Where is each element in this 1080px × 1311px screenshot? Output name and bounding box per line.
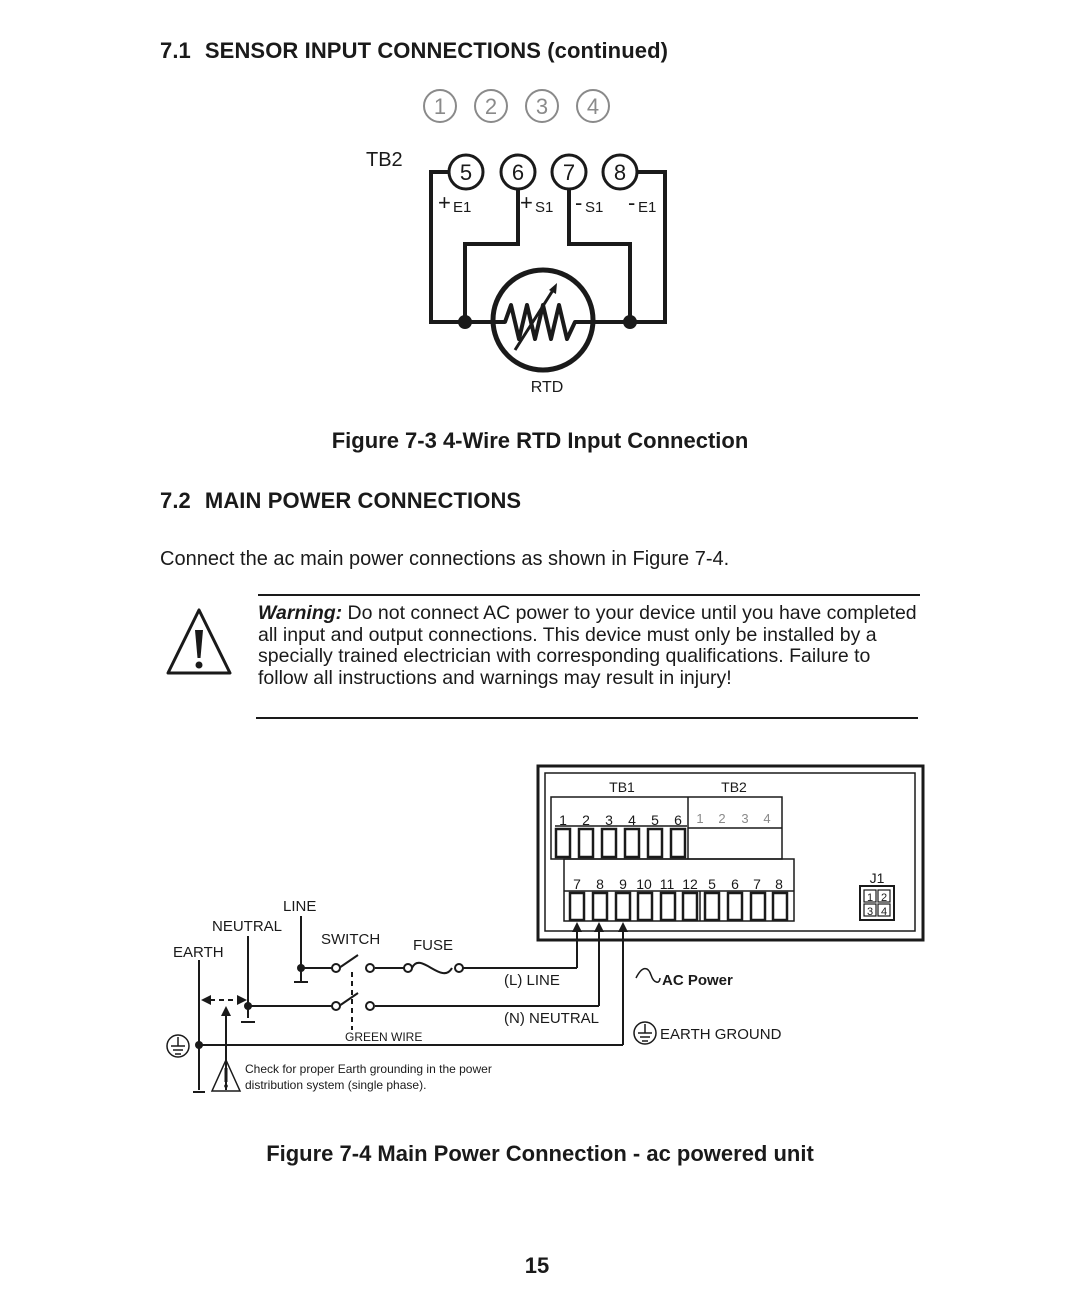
j1-pin-3: 3: [866, 906, 874, 918]
warning-top-rule: [258, 594, 920, 596]
tb2-label: TB2: [721, 779, 747, 795]
neutral-label: NEUTRAL: [212, 918, 283, 935]
tb1-bottom-9: 9: [619, 876, 627, 892]
section-number: 7.2: [160, 488, 191, 513]
tb2-top-3: 3: [741, 811, 749, 826]
junction-dot-left: [458, 315, 472, 329]
tb2-top-1: 1: [696, 811, 704, 826]
line-label: LINE: [283, 898, 317, 915]
tb1-bottom-8: 8: [596, 876, 604, 892]
tb2-bottom-5: 5: [708, 876, 716, 892]
terminal-8: 8: [613, 160, 627, 185]
j1-label: J1: [869, 870, 885, 886]
tb1-top-4: 4: [628, 812, 636, 828]
j1-pin-1: 1: [866, 892, 874, 904]
unused-terminal-3: 3: [535, 94, 549, 119]
e1-minus-sign: -: [628, 190, 636, 215]
figure-7-3-caption: Figure 7-3 4-Wire RTD Input Connection: [331, 428, 749, 453]
earth-ground-icon: [167, 1035, 189, 1057]
terminal-circles: [449, 155, 637, 189]
s1-plus-label: S1: [535, 199, 554, 216]
earth-ground-label: EARTH GROUND: [660, 1026, 782, 1043]
unused-terminal-4: 4: [586, 94, 600, 119]
e1-plus-label: E1: [453, 199, 472, 216]
top-terminal-block: [551, 797, 782, 859]
unused-terminal-2: 2: [484, 94, 498, 119]
figure-7-4-caption: Figure 7-4 Main Power Connection - ac powered unit: [266, 1141, 814, 1166]
tb2-bottom-8: 8: [775, 876, 783, 892]
tb1-top-2: 2: [582, 812, 590, 828]
unused-terminals: [424, 90, 609, 122]
terminal-6: 6: [511, 160, 525, 185]
section-heading-7-2: [160, 488, 521, 514]
j1-pin-2: 2: [880, 892, 888, 904]
e1-plus-sign: +: [438, 190, 451, 215]
unused-terminal-1: 1: [433, 94, 447, 119]
warning-body: Do not connect AC power to your device until you have completed all input and output connections. This device must only be installed by a specially trained electrician with corresponding qualifications. Failure to follow all instructions and warnings may result in injury!: [258, 602, 917, 689]
warning-bottom-rule: [256, 717, 918, 719]
tb2-bottom-7: 7: [753, 876, 761, 892]
green-wire-label: GREEN WIRE: [345, 1030, 423, 1044]
ac-power-label: AC Power: [662, 972, 733, 989]
warning-label: Warning:: [258, 602, 343, 624]
j1-pin-4: 4: [880, 906, 888, 918]
s1-minus-label: S1: [585, 199, 604, 216]
warning-text: [258, 603, 923, 689]
tb1-top-3: 3: [605, 812, 613, 828]
s1-plus-sign: +: [520, 190, 533, 215]
grounding-note-line1: Check for proper Earth grounding in the power: [245, 1062, 492, 1076]
earth-label: EARTH: [173, 944, 224, 961]
tb1-bottom-10: 10: [636, 876, 652, 892]
tb2-bottom-6: 6: [731, 876, 739, 892]
tb1-top-6: 6: [674, 812, 682, 828]
grounding-note-line2: distribution system (single phase).: [245, 1078, 427, 1092]
page-number: 15: [524, 1253, 550, 1278]
section-heading-7-1: [160, 38, 668, 64]
e1-minus-label: E1: [638, 199, 657, 216]
n-neutral-label: (N) NEUTRAL: [504, 1010, 600, 1027]
j1-connector: [860, 886, 894, 920]
tb1-bottom-12: 12: [682, 876, 698, 892]
main-power-diagram: [0, 760, 1080, 1100]
l-line-label: (L) LINE: [504, 972, 560, 989]
fuse-label: FUSE: [413, 937, 454, 954]
tb2-label: TB2: [366, 149, 403, 171]
warning-triangle-icon: [164, 606, 234, 676]
tb2-top-4: 4: [763, 811, 771, 826]
s1-minus-sign: -: [575, 190, 583, 215]
switch-label: SWITCH: [321, 931, 381, 948]
switch-linkage: [210, 972, 352, 1030]
earth-ground-legend-icon: [634, 1022, 656, 1044]
ac-sine-icon: [636, 969, 660, 983]
rtd-sensor-icon: [493, 270, 593, 370]
terminal-5: 5: [459, 160, 473, 185]
tb1-top-5: 5: [651, 812, 659, 828]
section-title: SENSOR INPUT CONNECTIONS (continued): [204, 38, 669, 63]
section-title: MAIN POWER CONNECTIONS: [204, 488, 522, 513]
junction-dot-right: [623, 315, 637, 329]
tb1-bottom-11: 11: [659, 876, 675, 892]
tb1-bottom-7: 7: [573, 876, 581, 892]
rtd-connection-diagram: [0, 80, 1080, 410]
rtd-label: RTD: [530, 379, 564, 396]
terminal-7: 7: [562, 160, 576, 185]
intro-paragraph: Connect the ac main power connections as shown in Figure 7-4.: [160, 548, 730, 570]
tb2-top-2: 2: [718, 811, 726, 826]
section-number: 7.1: [160, 38, 191, 63]
tb1-label: TB1: [609, 779, 635, 795]
tb1-top-1: 1: [559, 812, 567, 828]
